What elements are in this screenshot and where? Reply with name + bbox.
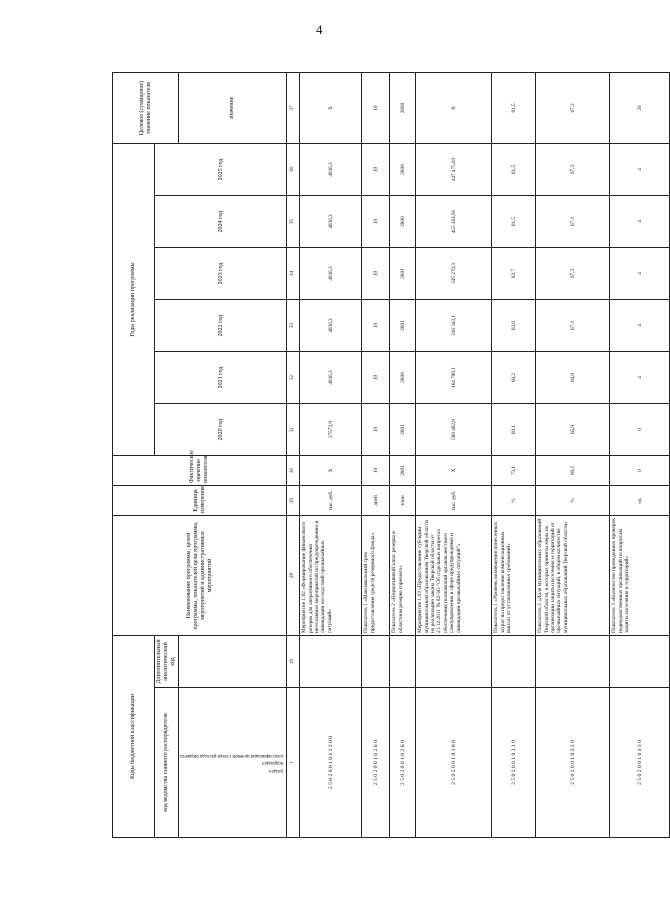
row-name: Показатель 1 «Уровень возмещения понесенных затрат на предоставление компенсационных выплат от установленных требований»: [492, 516, 536, 636]
row-value-2023: 4: [610, 248, 670, 300]
row-name: Показатель 1 «Максимальный срок предоставления средств резервного фонда»: [362, 516, 390, 636]
row-unit: %: [536, 486, 610, 516]
row-codes: 2 5 0 2 0 0 1 0 2 Б 0: [362, 688, 390, 838]
row-value-2023: 82,7: [492, 248, 536, 300]
page-number: 4: [316, 22, 323, 37]
row-value-2025: 447 475,03: [416, 143, 492, 195]
subsection-header: подраздел: [261, 760, 284, 766]
row-extra-code: [610, 636, 670, 688]
rotated-sheet: [112, 73, 643, 838]
row-value-2020: 80,1: [492, 404, 536, 456]
row-name: Мероприятие 1.02 «Формирование финансового резерва для оперативного обеспечения неотложных мероприятий по предупреждению и ликвидации последствий чрезвычайных ситуаций»: [300, 516, 362, 636]
year-2020-header: 2020 год: [155, 404, 287, 456]
column-number: 30: [287, 456, 300, 486]
row-value-2025: 2800: [390, 143, 416, 195]
row-value-2022: 2801: [390, 300, 416, 352]
row-target: Х: [300, 72, 362, 143]
row-value-2020: 27573,9: [300, 404, 362, 456]
row-name: Показатель 2 «Нормативный запас резерва в областном резерве горючего»: [390, 516, 416, 636]
year-2023-header: 2023 год: [155, 248, 287, 300]
row-value-2024: 2800: [390, 196, 416, 248]
row-value-2023: 345 270,3: [416, 248, 492, 300]
table-row: [362, 72, 390, 837]
row-value-2025: 81,5: [492, 143, 536, 195]
years-group-header: Годы реализации программы: [113, 143, 155, 455]
row-name: Показатель 2 «Доля муниципальных образований Тверской области, в которых приняты меры по организации защиты населения и территорий от чрезвычайных ситуаций, в общем количестве муниципальных образований Тверской области»: [536, 516, 610, 636]
row-value-2023: 2801: [390, 248, 416, 300]
column-number: 19: [287, 636, 300, 688]
row-value-2020: 10: [362, 404, 390, 456]
row-target: 2800: [390, 72, 416, 143]
target-value-header: Целевое (суммарное) значение показателя: [113, 72, 179, 143]
table-row: [390, 72, 416, 837]
row-value-2020: 0: [610, 404, 670, 456]
row-extra-code: [300, 636, 362, 688]
row-value-2021: 164 790,1: [416, 352, 492, 404]
row-unit: тыс. руб.: [300, 486, 362, 516]
row-codes: 2 5 0 2 0 0 1 0 3 3 0: [610, 688, 670, 838]
row-extra-code: [362, 636, 390, 688]
row-value-2022: 10: [362, 300, 390, 352]
column-number: 1: [287, 688, 300, 838]
fact-header: Фактическое значение показателя: [113, 456, 287, 486]
budget-codes-header: Коды бюджетной классификации: [113, 636, 155, 838]
row-fact: 69,2: [536, 456, 610, 486]
row-target: 10: [362, 72, 390, 143]
row-value-2025: 67,3: [536, 143, 610, 195]
program-name-header: Наименование программы, целей программы, показателей цели программы, мероприятий и административных мероприятий: [113, 516, 287, 636]
column-number: 31: [287, 404, 300, 456]
row-value-2021: 2800: [390, 352, 416, 404]
extra-code-subheader: [179, 636, 287, 688]
year-2024-header: 2024 год: [155, 196, 287, 248]
row-fact: 73,1: [492, 456, 536, 486]
value-header: значение: [179, 72, 287, 143]
row-value-2022: 67,3: [536, 300, 610, 352]
section-header: раздел: [269, 767, 284, 773]
row-value-2021: 64,9: [536, 352, 610, 404]
row-value-2024: 4: [610, 196, 670, 248]
row-codes: 2 5 0 2 0 0 1 0 3 2 0: [536, 688, 610, 838]
row-name: Мероприятие 1.03 «Предоставление субсидии муниципальным образованиям Тверской области на реализацию закона Тверской области от 21.12.2011 № 82-ЗО "Об отдельных вопросах обеспечения полномочий органов местного самоуправления в сфере предупреждения и ликвидации чрезвычайных ситуаций"»: [416, 516, 492, 636]
row-value-2024: 81,5: [492, 196, 536, 248]
row-value-2021: 4836,3: [300, 352, 362, 404]
row-extra-code: [536, 636, 610, 688]
column-number: 28: [287, 516, 300, 636]
program-table-container: [112, 73, 643, 838]
row-codes: 2 5 0 2 0 0 1 0 3 1 0: [492, 688, 536, 838]
row-extra-code: [390, 636, 416, 688]
row-fact: Х: [416, 456, 492, 486]
row-value-2022: 4836,3: [300, 300, 362, 352]
row-codes: 2 5 0 2 0 0 1 0 1 1 2 0 0: [300, 688, 362, 838]
row-value-2020: 580 482,8: [416, 404, 492, 456]
row-unit: %: [492, 486, 536, 516]
table-row: [610, 72, 670, 837]
row-value-2020: 65,9: [536, 404, 610, 456]
table-row: [492, 72, 536, 837]
row-unit: ед.: [610, 486, 670, 516]
row-codes: 2 5 0 2 0 0 1 0 2 Б 0: [390, 688, 416, 838]
row-fact: 10: [362, 456, 390, 486]
unit-header: Единица измерения: [113, 486, 287, 516]
row-target: 67,3: [536, 72, 610, 143]
row-value-2020: 2801: [390, 404, 416, 456]
column-number: 35: [287, 196, 300, 248]
row-target: Х: [416, 72, 492, 143]
row-value-2023: 67,3: [536, 248, 610, 300]
row-value-2023: 4836,3: [300, 248, 362, 300]
row-target: 20: [610, 72, 670, 143]
row-fact: 0: [610, 456, 670, 486]
row-unit: тыс. руб.: [416, 486, 492, 516]
row-value-2025: 4836,3: [300, 143, 362, 195]
column-number: 32: [287, 352, 300, 404]
column-number: 33: [287, 300, 300, 352]
extra-code-header: Дополнительный аналитический код: [155, 636, 179, 688]
row-value-2024: 67,3: [536, 196, 610, 248]
row-extra-code: [416, 636, 492, 688]
row-unit: тонн: [390, 486, 416, 516]
year-2025-header: 2025 год: [155, 143, 287, 195]
year-2021-header: 2021 год: [155, 352, 287, 404]
row-value-2022: 4: [610, 300, 670, 352]
year-2022-header: 2022 год: [155, 300, 287, 352]
table-row: [536, 72, 610, 837]
table-row: [300, 72, 362, 837]
column-number: 29: [287, 486, 300, 516]
row-unit: дней: [362, 486, 390, 516]
row-fact: Х: [300, 456, 362, 486]
row-extra-code: [492, 636, 536, 688]
column-numbers-row: [287, 72, 300, 837]
row-value-2025: 10: [362, 143, 390, 195]
row-value-2021: 4: [610, 352, 670, 404]
row-value-2022: 316 343,1: [416, 300, 492, 352]
row-codes: 2 5 0 2 0 0 1 0 3 6 0: [416, 688, 492, 838]
code-subheaders: [179, 688, 287, 838]
row-target: 81,5: [492, 72, 536, 143]
target-article-header: классификация целевой статьи расхода бюджета: [180, 753, 284, 759]
row-name: Показатель 3 «Количество проведенных проверок подведомственных организаций по вопросам защиты населения и территорий»: [610, 516, 670, 636]
row-value-2021: 10: [362, 352, 390, 404]
program-indicators-table: [112, 72, 670, 838]
table-row: [416, 72, 492, 837]
row-value-2024: 10: [362, 196, 390, 248]
row-value-2025: 4: [610, 143, 670, 195]
column-number: 37: [287, 72, 300, 143]
row-fact: 2801: [390, 456, 416, 486]
column-number: 34: [287, 248, 300, 300]
row-value-2024: 4836,3: [300, 196, 362, 248]
expenditure-code-header: код ведомства главного распорядителя: [155, 688, 179, 838]
row-value-2021: 80,2: [492, 352, 536, 404]
row-value-2024: 455 364,91: [416, 196, 492, 248]
row-value-2023: 10: [362, 248, 390, 300]
column-number: 36: [287, 143, 300, 195]
row-value-2022: 83,6: [492, 300, 536, 352]
